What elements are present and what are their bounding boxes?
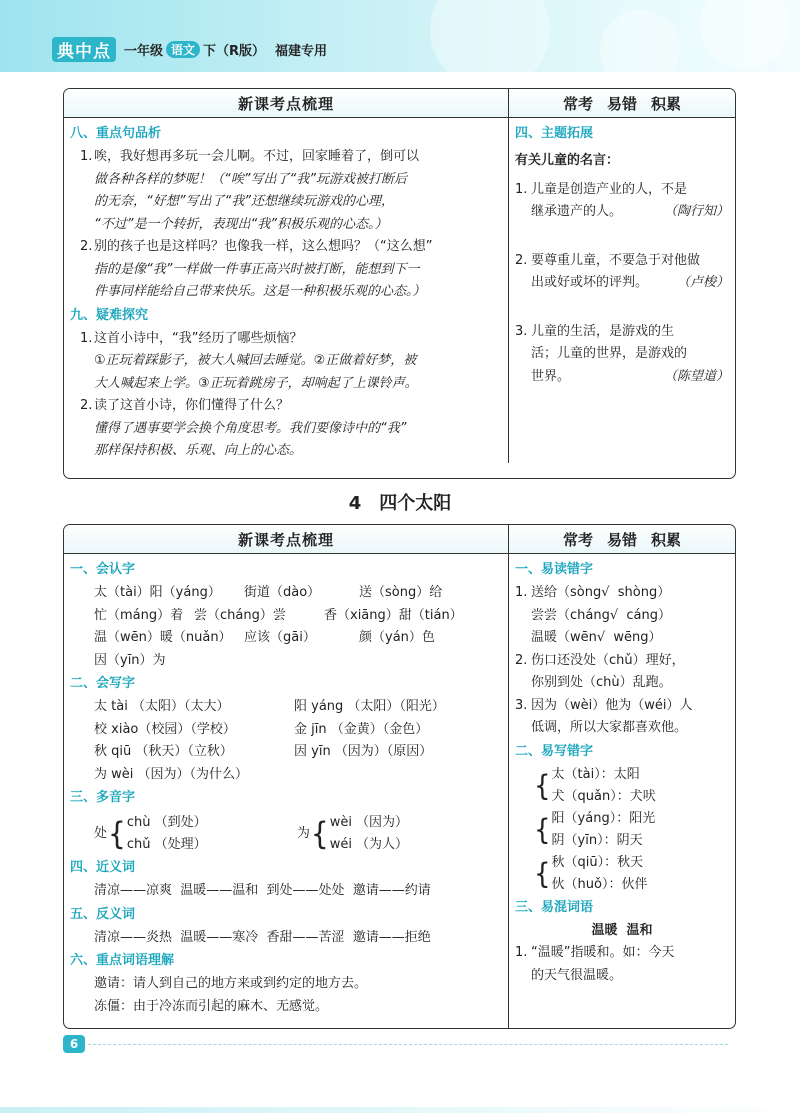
definition: 冻僵：由于冷冻而引起的麻木、无感觉。 bbox=[94, 998, 329, 1014]
section-heading: 三、多音字 bbox=[70, 790, 136, 805]
list-item: 1. 这首小诗中，“我”经历了哪些烦恼？ ①正玩着踩影子，被大人喊回去睡觉。②正做着好梦，被 大人喊起来上学。③正玩着跳房子，却响起了上课铃声。 bbox=[80, 330, 418, 391]
list-item: 2. 读了这首小诗，你们懂得了什么？ 懂得了遇事要学会换个角度思考。我们要像诗中的“我” 那样保持积极、乐观、向上的心态。 bbox=[80, 398, 407, 458]
synonyms: 清凉——凉爽 温暖——温和 到处——处处 邀请——约请 bbox=[94, 883, 431, 898]
left-column bbox=[64, 118, 509, 463]
quote-item: 1. 儿童是创造产业的人，不是 继承遗产的人。 （陶行知） bbox=[515, 181, 729, 219]
word-pair: 温暖 温和 bbox=[591, 922, 653, 938]
char-pair: { 太（tài）：太阳 犬（quǎn）：犬吠 bbox=[515, 764, 729, 808]
char-row: 因（yīn）为 bbox=[94, 652, 166, 668]
quote-title: 有关儿童的名言： bbox=[515, 153, 620, 168]
section-heading: 九、疑难探究 bbox=[70, 307, 149, 323]
left-header: 新课考点梳理 bbox=[64, 89, 509, 117]
box-header bbox=[64, 89, 735, 118]
antonyms: 清凉——炎热 温暖——寒冷 香甜——苦涩 邀请——拒绝 bbox=[94, 929, 431, 945]
char-pair: { 秋（qiū）：秋天 伙（huǒ）：伙伴 bbox=[515, 852, 729, 896]
char-row: 忙（máng）着 尝（cháng）尝 香（xiāng）甜（tián） bbox=[94, 607, 463, 623]
page-number: 6 bbox=[63, 1035, 85, 1053]
term-label: 下（R版） bbox=[203, 44, 266, 59]
edition-label: 福建专用 bbox=[275, 44, 328, 59]
list-item: 1. “温暖”指暖和。如：今天 的天气很温暖。 bbox=[515, 945, 675, 983]
brace-icon: { bbox=[534, 857, 551, 890]
write-row: 为 wèi （因为）（为什么） bbox=[94, 766, 249, 782]
char-row: 温（wēn）暖（nuǎn） 应该（gāi） 颜（yán）色 bbox=[94, 630, 435, 645]
section-heading: 六、重点词语理解 bbox=[70, 953, 175, 968]
review-box-lesson4 bbox=[63, 524, 736, 1029]
write-row: 太 tài （太阳）（太大） 阳 yáng （太阳）（阳光） bbox=[94, 699, 445, 714]
list-item: 1. 唉，我好想再多玩一会儿啊。不过，回家睡着了，倒可以 做各种各样的梦呢！（“唉”写出了“我”玩游戏被打断后 的无奈，“好想”写出了“我”还想继续玩游戏的心理， “不过”是一个转折，表现出“我”积极乐观的心态。） bbox=[80, 149, 420, 232]
brace-icon: { bbox=[534, 769, 551, 802]
brace-icon: { bbox=[108, 815, 126, 852]
right-column bbox=[509, 118, 735, 463]
book-header bbox=[52, 37, 327, 62]
lesson-title: 4 四个太阳 bbox=[348, 493, 452, 514]
polyphone-group: 处 { chù （到处） chǔ （处理） 为 { wèi （因为） wéi （为人） bbox=[70, 812, 502, 856]
write-row: 校 xiào（校园）（学校） 金 jīn （金黄）（金色） bbox=[94, 721, 429, 737]
section-heading: 一、易读错字 bbox=[515, 562, 594, 577]
section-heading: 四、近义词 bbox=[70, 860, 136, 875]
list-item: 2. 伤口还没处（chǔ）理好， 你别到处（chù）乱跑。 bbox=[515, 652, 685, 690]
write-row: 秋 qiū （秋天）（立秋） 因 yīn （因为）（原因） bbox=[94, 744, 433, 759]
definition: 邀请：请人到自己的地方来或到约定的地方去。 bbox=[94, 976, 368, 991]
review-box-lesson3 bbox=[63, 88, 736, 479]
section-heading: 一、会认字 bbox=[70, 562, 136, 577]
right-column bbox=[509, 554, 735, 1028]
brand-logo: 典中点 bbox=[52, 37, 116, 62]
char-row: 太（tài）阳（yáng） 街道（dào） 送（sòng）给 bbox=[94, 585, 443, 600]
left-header: 新课考点梳理 bbox=[64, 525, 509, 553]
section-heading: 二、会写字 bbox=[70, 676, 136, 691]
section-heading: 八、重点句品析 bbox=[70, 126, 162, 141]
right-header: 常考 易错 积累 bbox=[562, 530, 682, 549]
list-item: 2. 别的孩子也是这样吗？也像我一样，这么想吗？（“这么想” 指的是像“我”一样做一件事正高兴时被打断，能想到下一 件事同样能给自己带来快乐。这是一种积极乐观的心态。） bbox=[80, 239, 433, 299]
char-pair: { 阳（yáng）：阳光 阴（yīn）：阴天 bbox=[515, 808, 729, 852]
section-heading: 五、反义词 bbox=[70, 906, 136, 922]
right-header: 常考 易错 积累 bbox=[562, 94, 682, 113]
left-column bbox=[64, 554, 509, 1028]
section-heading: 二、易写错字 bbox=[515, 743, 594, 759]
quote-item: 2. 要尊重儿童，不要急于对他做 出或好或坏的评判。 （卢梭） bbox=[515, 252, 729, 290]
section-heading: 三、易混词语 bbox=[515, 899, 594, 915]
quote-item: 3. 儿童的生活，是游戏的生 活；儿童的世界，是游戏的 世界。 （陈望道） bbox=[515, 323, 729, 384]
section-heading: 四、主题拓展 bbox=[515, 126, 594, 141]
grade-label: 一年级 bbox=[124, 44, 164, 59]
footer-divider bbox=[88, 1044, 728, 1045]
bottom-stripe bbox=[0, 1107, 800, 1113]
brace-icon: { bbox=[534, 813, 551, 846]
subject-chip: 语文 bbox=[166, 41, 200, 58]
list-item: 1. 送给（sòng√ shòng） 尝尝（cháng√ cáng） 温暖（wēn√ wēng） bbox=[515, 585, 671, 645]
list-item: 3. 因为（wèi）他为（wéi）人 低调，所以大家都喜欢他。 bbox=[515, 697, 693, 735]
brace-icon: { bbox=[310, 815, 329, 852]
box-header bbox=[64, 525, 735, 554]
